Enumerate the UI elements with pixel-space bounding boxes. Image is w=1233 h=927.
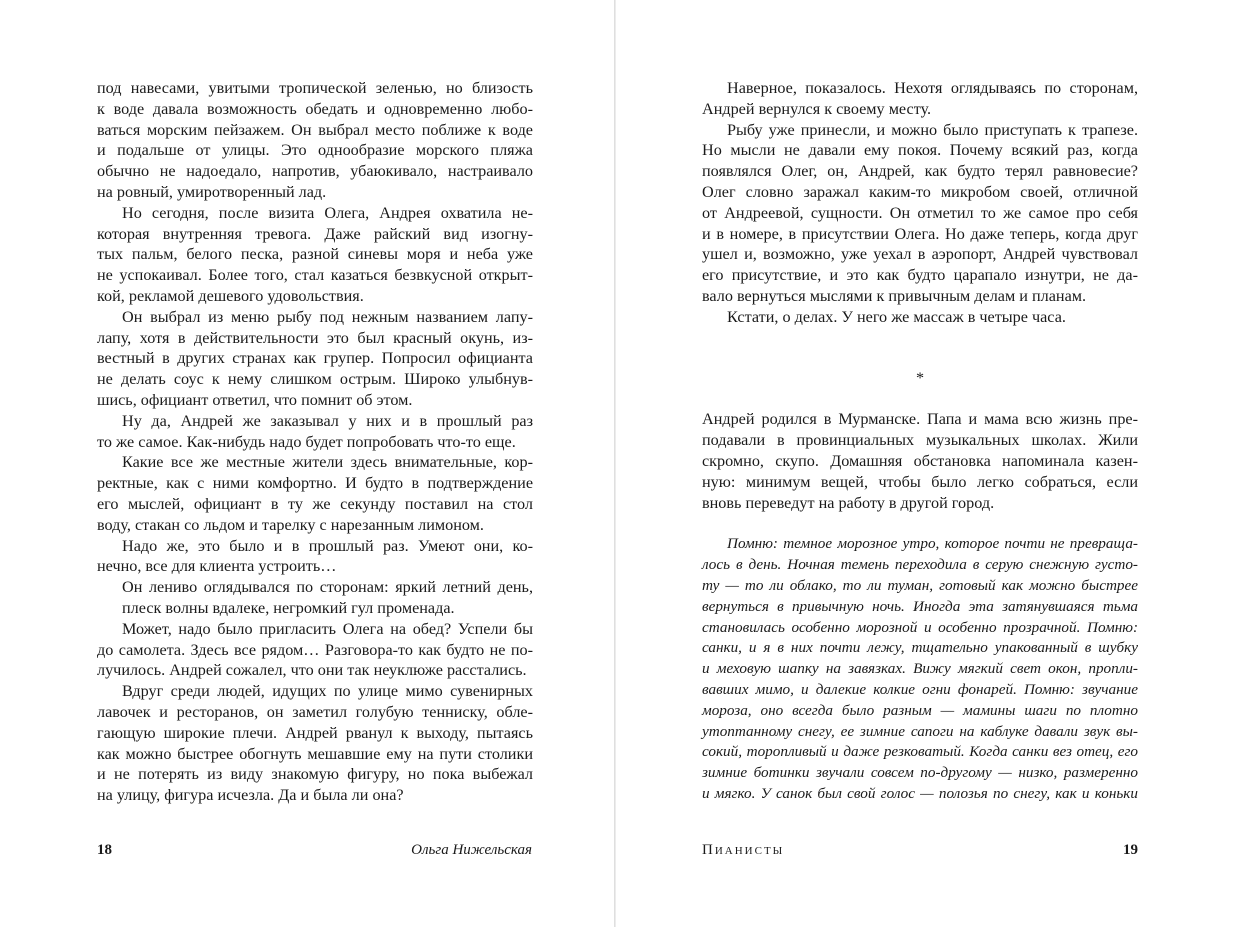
text-line: зимние ботинки звучали совсем по-другому — низко, размеренно — [702, 764, 1138, 782]
text-line: шись, официант ответил, что помнит об этом. — [97, 390, 413, 409]
left-page-number: 18 — [97, 842, 112, 858]
text-line: мороза, оно всегда было разным — мамины шаги по плотно — [702, 701, 1138, 719]
text-line: Андрей вернулся к своему месту. — [702, 99, 932, 118]
text-line: к воде давала возможность обедать и одновременно любо- — [97, 99, 533, 118]
right-text-section-top — [702, 78, 1138, 328]
text-line: Помню: темное морозное утро, которое почти не превраща- — [727, 535, 1138, 553]
text-line: плеск волны вдалеке, негромкий гул променада. — [122, 598, 455, 617]
right-page-text — [702, 78, 1138, 805]
text-line: как можно быстрее обогнуть мешавшие ему на пути столики — [97, 744, 533, 763]
text-line: под навесами, увитыми тропической зеленью, но близость — [97, 79, 533, 97]
text-line: лапу, хотя в действительности это был красный окунь, из- — [97, 328, 533, 347]
right-page — [616, 0, 1233, 927]
text-line: ваться морским пейзажем. Он выбрал место поближе к воде — [97, 120, 533, 139]
text-line: вернуться в привычную ночь. Иногда эта затянувшаяся тьма — [702, 597, 1138, 615]
text-line: на улицу, фигура исчезла. Да и была ли она? — [97, 786, 404, 805]
text-line: и в номере, в присутствии Олега. Но даже теперь, когда друг — [702, 224, 1138, 243]
text-line: не делать соус к нему слишком острым. Широко улыбнув- — [97, 370, 533, 389]
text-line: Он лениво оглядывался по сторонам: яркий летний день, — [122, 578, 533, 597]
text-line: Вдруг среди людей, идущих по улице мимо сувенирных — [122, 682, 533, 701]
text-line: которая внутренняя тревога. Даже райский вид изогну- — [97, 224, 533, 243]
right-text-section-italic — [702, 534, 1138, 804]
text-line: нечно, все для клиента устроить… — [97, 557, 337, 576]
text-line: санки, и я в них почти лежу, тщательно упакованный в шубку — [702, 639, 1138, 657]
text-line: появлялся Олег, он, Андрей, как будто терял равновесие? — [702, 162, 1138, 181]
text-line: не успокаивал. Более того, стал казаться безвкусной открыт- — [97, 266, 533, 285]
text-line: сокий, торопливый и даже резковатый. Когда санки вез отец, его — [702, 743, 1138, 761]
text-line: то же самое. Как-нибудь надо будет попробовать что-то еще. — [97, 432, 516, 451]
text-line: и мягко. У санок был свой голос — полозья по снегу, как и коньки — [702, 784, 1138, 802]
text-line: вновь переведут на работу в другой город. — [702, 493, 995, 512]
text-line: Наверное, показалось. Нехотя оглядываясь по сторонам, — [727, 79, 1138, 97]
text-line: Рыбу уже принесли, и можно было приступать к трапезе. — [727, 120, 1138, 139]
text-line: Надо же, это было и в прошлый раз. Умеют они, ко- — [122, 536, 533, 555]
text-line: его присутствие, и это как будто царапало изнутри, не да- — [702, 266, 1138, 285]
text-line: вавших мимо, и далекие колкие огни фонарей. Помню: звучание — [702, 680, 1138, 698]
text-line: Андрей родился в Мурманске. Папа и мама всю жизнь пре- — [702, 410, 1138, 429]
text-line: вестный в других странах как групер. Попросил официанта — [97, 349, 533, 368]
text-line: становилась особенно морозной и особенно прозрачной. Помню: — [702, 618, 1138, 636]
text-line: гающую широкие плечи. Андрей рванул к выходу, пытаясь — [97, 723, 533, 742]
text-line: до самолета. Здесь все рядом… Разговора-то как будто не по- — [97, 640, 533, 659]
text-line: лавочек и ресторанов, он заметил голубую тенниску, обле- — [97, 702, 533, 721]
text-line: его мыслей, официант в ту же секунду поставил на стол — [97, 494, 533, 513]
text-line: от Андреевой, сущности. Он отметил то же самое про себя — [702, 203, 1138, 222]
text-line: Может, надо было пригласить Олега на обед? Успели бы — [122, 619, 533, 638]
text-line: Кстати, о делах. У него же массаж в четыре часа. — [727, 307, 1066, 326]
text-line: ректные, как с ними комфортно. И будто в подтверждение — [97, 474, 533, 493]
text-line: кой, рекламой дешевого удовольствия. — [97, 286, 364, 305]
right-text-section-middle — [702, 409, 1138, 513]
text-line: Он выбрал из меню рыбу под нежным названием лапу- — [122, 307, 533, 326]
text-line: и не потерять из виду знакомую фигуру, но пока выбежал — [97, 765, 533, 784]
left-page-text — [97, 78, 533, 806]
text-line: Но мысли не давали ему покоя. Почему всякий раз, когда — [702, 141, 1138, 160]
text-line: на ровный, умиротворенный лад. — [97, 182, 327, 201]
text-line: и меховую шапку на завязках. Вижу мягкий свет окон, пропли- — [702, 660, 1138, 678]
section-separator: * — [915, 368, 925, 387]
text-line: ную: минимум вещей, чтобы было легко собраться, если — [702, 472, 1138, 491]
text-line: тых пальм, белого песка, разной синевы моря и неба уже — [97, 245, 533, 264]
text-line: подавали в провинциальных музыкальных школах. Жили — [702, 431, 1138, 450]
text-line: Какие все же местные жители здесь внимательные, кор- — [122, 453, 533, 472]
text-line: и подальше от улицы. Это однообразие морского пляжа — [97, 141, 533, 160]
left-page — [0, 0, 614, 927]
text-line: вало вернуться мыслями к привычным делам и планам. — [702, 286, 1087, 305]
text-line: утоптанному снегу, ее зимние сапоги на каблуке давали звук вы- — [702, 722, 1138, 740]
text-line: Ну да, Андрей же заказывал у них и в прошлый раз — [122, 411, 533, 430]
text-line: Олег словно заражал каким-то микробом своей, отличной — [702, 182, 1138, 201]
text-line: ту — то ли облако, то ли туман, готовый как можно быстрее — [702, 576, 1138, 594]
text-line: лучилось. Андрей сожалел, что они так неуклюже расстались. — [97, 661, 527, 680]
left-running-head: Ольга Нижельская — [411, 842, 532, 858]
text-line: Но сегодня, после визита Олега, Андрея охватила не- — [122, 203, 533, 222]
text-line: обычно не надоедало, напротив, убаюкивало, настраивало — [97, 162, 533, 181]
right-running-head: Пианисты — [702, 842, 785, 858]
text-line: скромно, скупо. Домашняя обстановка напоминала казен- — [702, 451, 1138, 470]
text-line: воду, стакан со льдом и тарелку с нарезанным лимоном. — [97, 515, 484, 534]
right-page-number: 19 — [1123, 842, 1138, 858]
text-line: ушел и, возможно, уже уехал в аэропорт, Андрей чувствовал — [702, 245, 1138, 264]
text-line: лось в день. Ночная темень переходила в серую снежную густо- — [702, 556, 1138, 574]
